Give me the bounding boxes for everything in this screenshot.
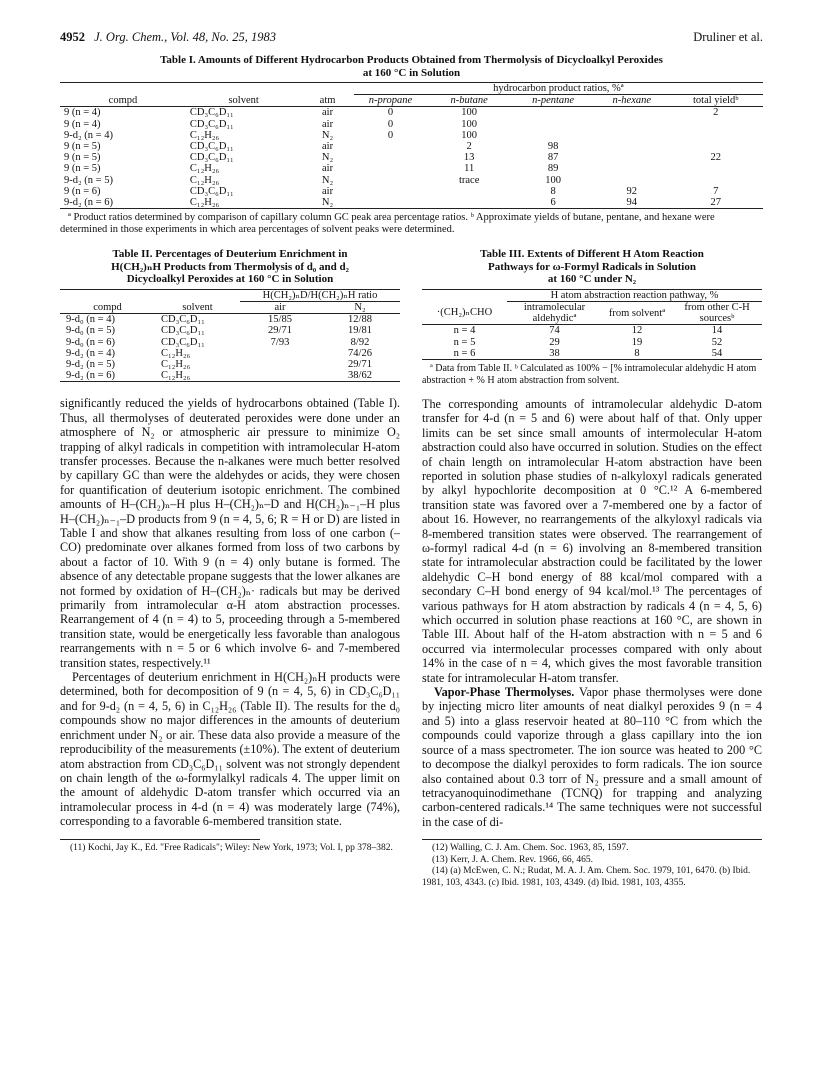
table-cell: 92 <box>626 185 638 197</box>
table-row <box>60 107 763 119</box>
table-cell <box>511 119 595 130</box>
table-row <box>60 370 400 381</box>
table-row <box>422 325 762 337</box>
table-cell: 6 <box>550 197 556 209</box>
table-cell: 0 <box>387 118 394 130</box>
table-cell: 14 <box>711 325 723 337</box>
paragraph: significantly reduced the yields of hydrocarbons obtained (Table I). Thus, all thermolyses of deuterated peroxides were done under an atmosphere of N₂ or atmospheric air pressure to minimize O₂ trapping of alkyl radicals in competition with intramolecular H-atom transfer processes. Because the n-alkanes were much better resolved by capillary GC than were the aldehydes or acids, they were chosen for quantification of deuterium isotopic enrichment. The combined amounts of H–(CH₂)ₙ–H plus H–(CH₂)ₙ–D and H(CH₂)ₙ₋₁–H plus H–(CH₂)ₙ₋₁–D products from 9 (n = 4, 5, 6; R = H or D) are listed in Table I and show that alkanes resulting from loss of one carbon (–CO) predominate over alkanes formed from loss of two carbons by about a factor of 10. With 9 (n = 4) only butane is formed. The absence of any detectable propane suggests that the lower alkanes are not formed by oxidation of H–(CH₂)ₙ· radicals but may be derived primarily from intramolecular α-H atom abstraction processes. Rearrangement of 4 (n = 4) to 5, proceeding through a 5-membered transition state, would be energetically less favorable than analogous rearrangements with n = 5 or 6 which involve 6- and 7-membered transition states, respectively.¹¹ <box>60 396 400 670</box>
table-cell: air <box>322 118 334 130</box>
table-cell: 12/88 <box>348 314 372 326</box>
reference: (13) Kerr, J. A. Chem. Rev. 1966, 66, 465. <box>432 854 594 865</box>
table-cell: 9 (n = 6) <box>64 185 101 197</box>
table2 <box>60 289 400 382</box>
table-cell: 0 <box>387 107 394 119</box>
table-cell: 7/93 <box>270 336 290 348</box>
table-cell: 98 <box>547 141 559 153</box>
reference: (12) Walling, C. J. Am. Chem. Soc. 1963, 85, 1597. <box>432 843 629 854</box>
table-cell: 8 <box>550 185 556 197</box>
table3-header: ·(CH₂)ₙCHO <box>436 307 493 319</box>
table1-header: n-pentane <box>532 95 575 107</box>
table-cell: C₁₂H₂₆ <box>189 174 220 186</box>
table-cell <box>595 141 668 152</box>
table1 <box>60 82 763 208</box>
table-row <box>60 359 400 370</box>
table-cell: CD₃C₆D₁₁ <box>161 314 205 326</box>
table-cell: 74/26 <box>348 347 372 359</box>
table-cell: 38/62 <box>348 370 372 382</box>
table1-caption: Table I. Amounts of Different Hydrocarbon Products Obtained from Thermolysis of Dicycloalkyl Peroxides at 160 °C in Solution <box>160 54 663 79</box>
reference: (14) (a) McEwen, C. N.; Rudat, M. A. J. Am. Chem. Soc. 1979, 101, 6470. (b) Ibid. 1981, 103, 4343. (c) Ibid. 1981, 103, 4349. (d) Ibid. 1981, 103, 4355. <box>422 866 751 888</box>
table-row <box>60 141 763 152</box>
table-cell: CD₃C₆D₁₁ <box>161 325 205 337</box>
table-cell: 9 (n = 5) <box>64 141 101 153</box>
table-cell: 8 <box>634 347 640 359</box>
table-cell: 9-d₂ (n = 5) <box>66 358 115 370</box>
table3-group-header: H atom abstraction reaction pathway, % <box>507 289 762 301</box>
table-cell: 15/85 <box>268 314 292 326</box>
table-cell: 2 <box>713 107 719 119</box>
table-cell: C₁₂H₂₆ <box>161 347 191 359</box>
table-cell <box>354 141 427 152</box>
table-cell: 100 <box>545 174 561 186</box>
table-cell: N₂ <box>321 152 334 164</box>
table-cell <box>354 186 427 197</box>
table-cell <box>511 130 595 141</box>
table-row <box>60 186 763 197</box>
table-cell: CD₃C₆D₁₁ <box>161 336 205 348</box>
table-cell: C₁₂H₂₆ <box>189 197 220 209</box>
table-cell: 9 (n = 5) <box>64 163 101 175</box>
table-cell: 11 <box>464 163 475 175</box>
left-references <box>60 843 400 855</box>
table3-caption: Table III. Extents of Different H Atom Reaction Pathways for ω-Formyl Radicals in Solution at 160 °C under N₂ <box>480 248 704 286</box>
table-cell: 27 <box>710 197 721 209</box>
table3-footnote: ª Data from Table II. ᵇ Calculated as 100% − [% intramolecular aldehydic H atom abstraction + % H atom abstraction from solvent. <box>422 362 757 386</box>
table-cell: 9 (n = 4) <box>64 107 101 119</box>
table2-header: air <box>274 301 286 313</box>
table-cell: 29 <box>549 336 560 348</box>
table-cell: 89 <box>547 163 559 175</box>
table2-caption: Table II. Percentages of Deuterium Enrichment in H(CH₂)ₙH Products from Thermolysis of d₀ and d₂ Dicycloalkyl Peroxides at 160 °C in Solution <box>111 248 349 286</box>
table-cell: CD₃C₆D₁₁ <box>189 107 234 119</box>
table-row <box>60 119 763 130</box>
table-cell: CD₃C₆D₁₁ <box>189 118 234 130</box>
table-cell: C₁₂H₂₆ <box>189 129 220 141</box>
table1-header: n-propane <box>368 95 413 107</box>
table-cell: 54 <box>711 347 723 359</box>
table-cell: C₁₂H₂₆ <box>161 358 191 370</box>
table-cell: 13 <box>463 152 475 164</box>
table-cell: 9-d₀ (n = 6) <box>66 336 115 348</box>
table-row <box>60 175 763 186</box>
table-cell: C₁₂H₂₆ <box>189 163 220 175</box>
reference: (11) Kochi, Jay K., Ed. "Free Radicals"; Wiley: New York, 1973; Vol. I, pp 378–382. <box>70 842 393 853</box>
table-cell <box>511 107 595 119</box>
table-cell: CD₃C₆D₁₁ <box>189 141 234 153</box>
table-cell: CD₃C₆D₁₁ <box>189 152 234 164</box>
table-cell <box>354 163 427 174</box>
table-cell <box>595 119 668 130</box>
table-cell <box>669 175 763 186</box>
table-cell: air <box>322 163 334 175</box>
table-cell <box>595 163 668 174</box>
table-row <box>60 130 763 141</box>
table-cell: air <box>322 141 334 153</box>
table-row <box>60 348 400 359</box>
table1-footnote: ª Product ratios determined by comparison of capillary column GC peak area percentage ratios. ᵇ Approximate yields of butane, pentane, and hexane were determined in those experiments in which area percentages of solvent peaks were determined. <box>60 212 715 236</box>
table-cell: C₁₂H₂₆ <box>161 370 191 382</box>
section-heading: Vapor-Phase Thermolyses. <box>434 685 575 700</box>
table2-header: N₂ <box>354 301 366 313</box>
table-cell: 9-d₂ (n = 6) <box>66 370 115 382</box>
table-row <box>422 348 762 359</box>
table3-header: intramolecular aldehydicª <box>523 301 586 325</box>
table1-header: atm <box>319 94 336 106</box>
table-cell: 9 (n = 4) <box>64 118 101 130</box>
table-cell <box>427 186 511 197</box>
table-row <box>60 197 763 208</box>
table-cell <box>240 348 320 359</box>
table-row <box>60 314 400 326</box>
journal-citation: J. Org. Chem., Vol. 48, No. 25, 1983 <box>94 30 276 44</box>
table2-body <box>60 314 400 382</box>
table1-group-header: hydrocarbon product ratios, %ª <box>354 83 763 95</box>
table-cell: 29/71 <box>268 325 292 337</box>
table-cell: n = 6 <box>453 347 476 359</box>
table3-body <box>422 325 762 359</box>
table3 <box>422 289 762 359</box>
table-cell: 9-d₀ (n = 4) <box>66 314 115 326</box>
table-cell: 87 <box>547 152 559 164</box>
table-cell <box>595 152 668 163</box>
running-header <box>60 30 763 50</box>
table1-header: n-hexane <box>612 95 652 107</box>
table2-group-header: H(CH₂)ₙD/H(CH₂)ₙH ratio <box>240 289 400 301</box>
table-cell: 19 <box>631 336 643 348</box>
table-cell: CD₃C₆D₁₁ <box>189 185 234 197</box>
table-cell <box>595 175 668 186</box>
table-cell: 94 <box>626 197 638 209</box>
table-cell: 9-d₂ (n = 4) <box>64 129 113 141</box>
table3-header: from other C-H sourcesᵇ <box>684 301 750 325</box>
table-row <box>60 163 763 174</box>
left-body-text <box>60 396 400 828</box>
table-cell: 52 <box>711 336 723 348</box>
right-column <box>422 248 762 889</box>
table-cell <box>595 130 668 141</box>
paragraph: Vapor-Phase Thermolyses. Vapor phase thermolyses were done by injecting micro liter amounts of neat dialkyl peroxides 9 (n = 4 and 5) into a glass reservoir heated at 80–110 °C from which the compounds could vaporize through a glass capillary into the ion source of a mass spectrometer. The ion source was heated to 200 °C to decompose the dialkyl peroxides to form radicals. The ion source also contained about 0.3 torr of N₂ pressure and a small amount of tetracyanoquinodimethane (TCNQ) for trapping and analyzing carbon-centered radicals.¹⁴ The same techniques were not successful in the case of di- <box>422 685 762 829</box>
table-cell: 9-d₀ (n = 5) <box>66 325 115 337</box>
table1-body <box>60 107 763 208</box>
table1-header: total yieldᵇ <box>692 95 739 107</box>
table-row <box>422 337 762 348</box>
table-cell: 7 <box>713 185 719 197</box>
table-cell: N₂ <box>321 197 334 209</box>
table-row <box>60 152 763 163</box>
table-cell: trace <box>458 174 480 186</box>
table-cell <box>240 359 320 370</box>
table-cell: n = 5 <box>453 336 476 348</box>
table-cell: 2 <box>466 141 472 153</box>
paragraph: Percentages of deuterium enrichment in H(CH₂)ₙH products were determined, both for decomposition of 9 (n = 4, 5, 6) in CD₃C₆D₁₁ and for 9-d₂ (n = 4, 5, 6) in C₁₂H₂₆ (Table II). The results for the d₀ compounds show no major differences in the amounts of deuterium enrichment under N₂ or air. These data also provide a measure of the reproducibility of the measurements (±10%). The extent of deuterium atom abstraction from CD₃C₆D₁₁ solvent was not strongly dependent on chain length of the ω-formylalkyl radicals 4. The upper limit on the amount of aldehydic D-atom transfer which occurred via an intramolecular process in 4-d (n = 4) was moderately large (74%), corresponding to a favorable 6-membered transition state. <box>60 670 400 829</box>
table-cell: 29/71 <box>348 358 372 370</box>
table-row <box>60 325 400 336</box>
table-cell: 9-d₂ (n = 4) <box>66 347 115 359</box>
table-cell: n = 4 <box>453 325 476 337</box>
table2-header: solvent <box>182 301 213 313</box>
table-cell <box>595 107 668 119</box>
table-cell <box>354 197 427 208</box>
table-cell: 100 <box>461 118 478 130</box>
table-cell: air <box>322 185 334 197</box>
left-column <box>60 248 400 854</box>
paragraph: The corresponding amounts of intramolecular aldehydic D-atom transfer for 4-d (n = 5 and 6) were about half of that. Only upper limits can be set since small amounts of intermolecular H-atom abstraction could also have occurred in solution. Studies on the effect of chain length on intramolecular H-atom abstraction have been reported in solution phase studies of n-alkyloxyl radicals generated by alkyl hypochlorite decomposition at 0 °C.¹² A 6-membered transition state was favored over a 7-membered one by a factor of about 16. However, no rearrangements of the alkyloxyl radicals via 8-membered transition states were observed. The rearrangement of ω-formyl radical 4-d (n = 6) involving an 8-membered transition state for intramolecular abstraction could be facilitated by the lower aldehydic C–H bond energy of 88 kcal/mol compared with a secondary C–H bond energy of 94 kcal/mol.¹³ The percentages of various pathways for H atom abstraction by radicals 4 (n = 4, 5, 6) which occurred in solution phase reactions at 160 °C, are shown in Table III. About half of the H-atom abstraction with n = 5 and 6 occurred via intermolecular processes compared with only about 14% in the case of n = 4, which gives the most favorable transition state for intramolecular H-atom transfer. <box>422 396 762 685</box>
right-body-text <box>422 397 762 829</box>
table1-header: solvent <box>228 94 259 106</box>
table-cell <box>669 163 763 174</box>
table-row <box>60 337 400 348</box>
page-number: 4952 <box>60 30 85 44</box>
table-cell: 12 <box>631 325 643 337</box>
table1-header: compd <box>108 94 138 106</box>
table-cell <box>354 152 427 163</box>
authors: Druliner et al. <box>693 30 763 44</box>
page <box>60 30 763 888</box>
table-cell <box>240 370 320 381</box>
table-cell <box>669 119 763 130</box>
table-cell <box>354 175 427 186</box>
table-cell: 9 (n = 5) <box>64 152 101 164</box>
table-cell: 74 <box>549 325 560 337</box>
table-cell <box>669 130 763 141</box>
table-cell: 100 <box>461 129 478 141</box>
table-cell: 100 <box>461 107 478 119</box>
table-cell: 0 <box>387 129 394 141</box>
table-cell: 19/81 <box>348 325 372 337</box>
table-cell: 38 <box>549 347 560 359</box>
table-cell: 9-d₂ (n = 5) <box>64 174 113 186</box>
table-cell: N₂ <box>321 129 334 141</box>
table-cell <box>669 141 763 152</box>
table-cell: N₂ <box>321 174 334 186</box>
table3-header: from solventª <box>608 307 666 319</box>
right-references <box>422 839 762 889</box>
table-cell: 8/92 <box>350 336 370 348</box>
table-cell <box>427 197 511 208</box>
table-cell: 22 <box>710 152 721 164</box>
table-cell: 9-d₂ (n = 6) <box>64 197 113 209</box>
table-cell: air <box>322 107 334 119</box>
table2-header: compd <box>93 301 122 313</box>
table1-header: n-butane <box>450 95 488 107</box>
